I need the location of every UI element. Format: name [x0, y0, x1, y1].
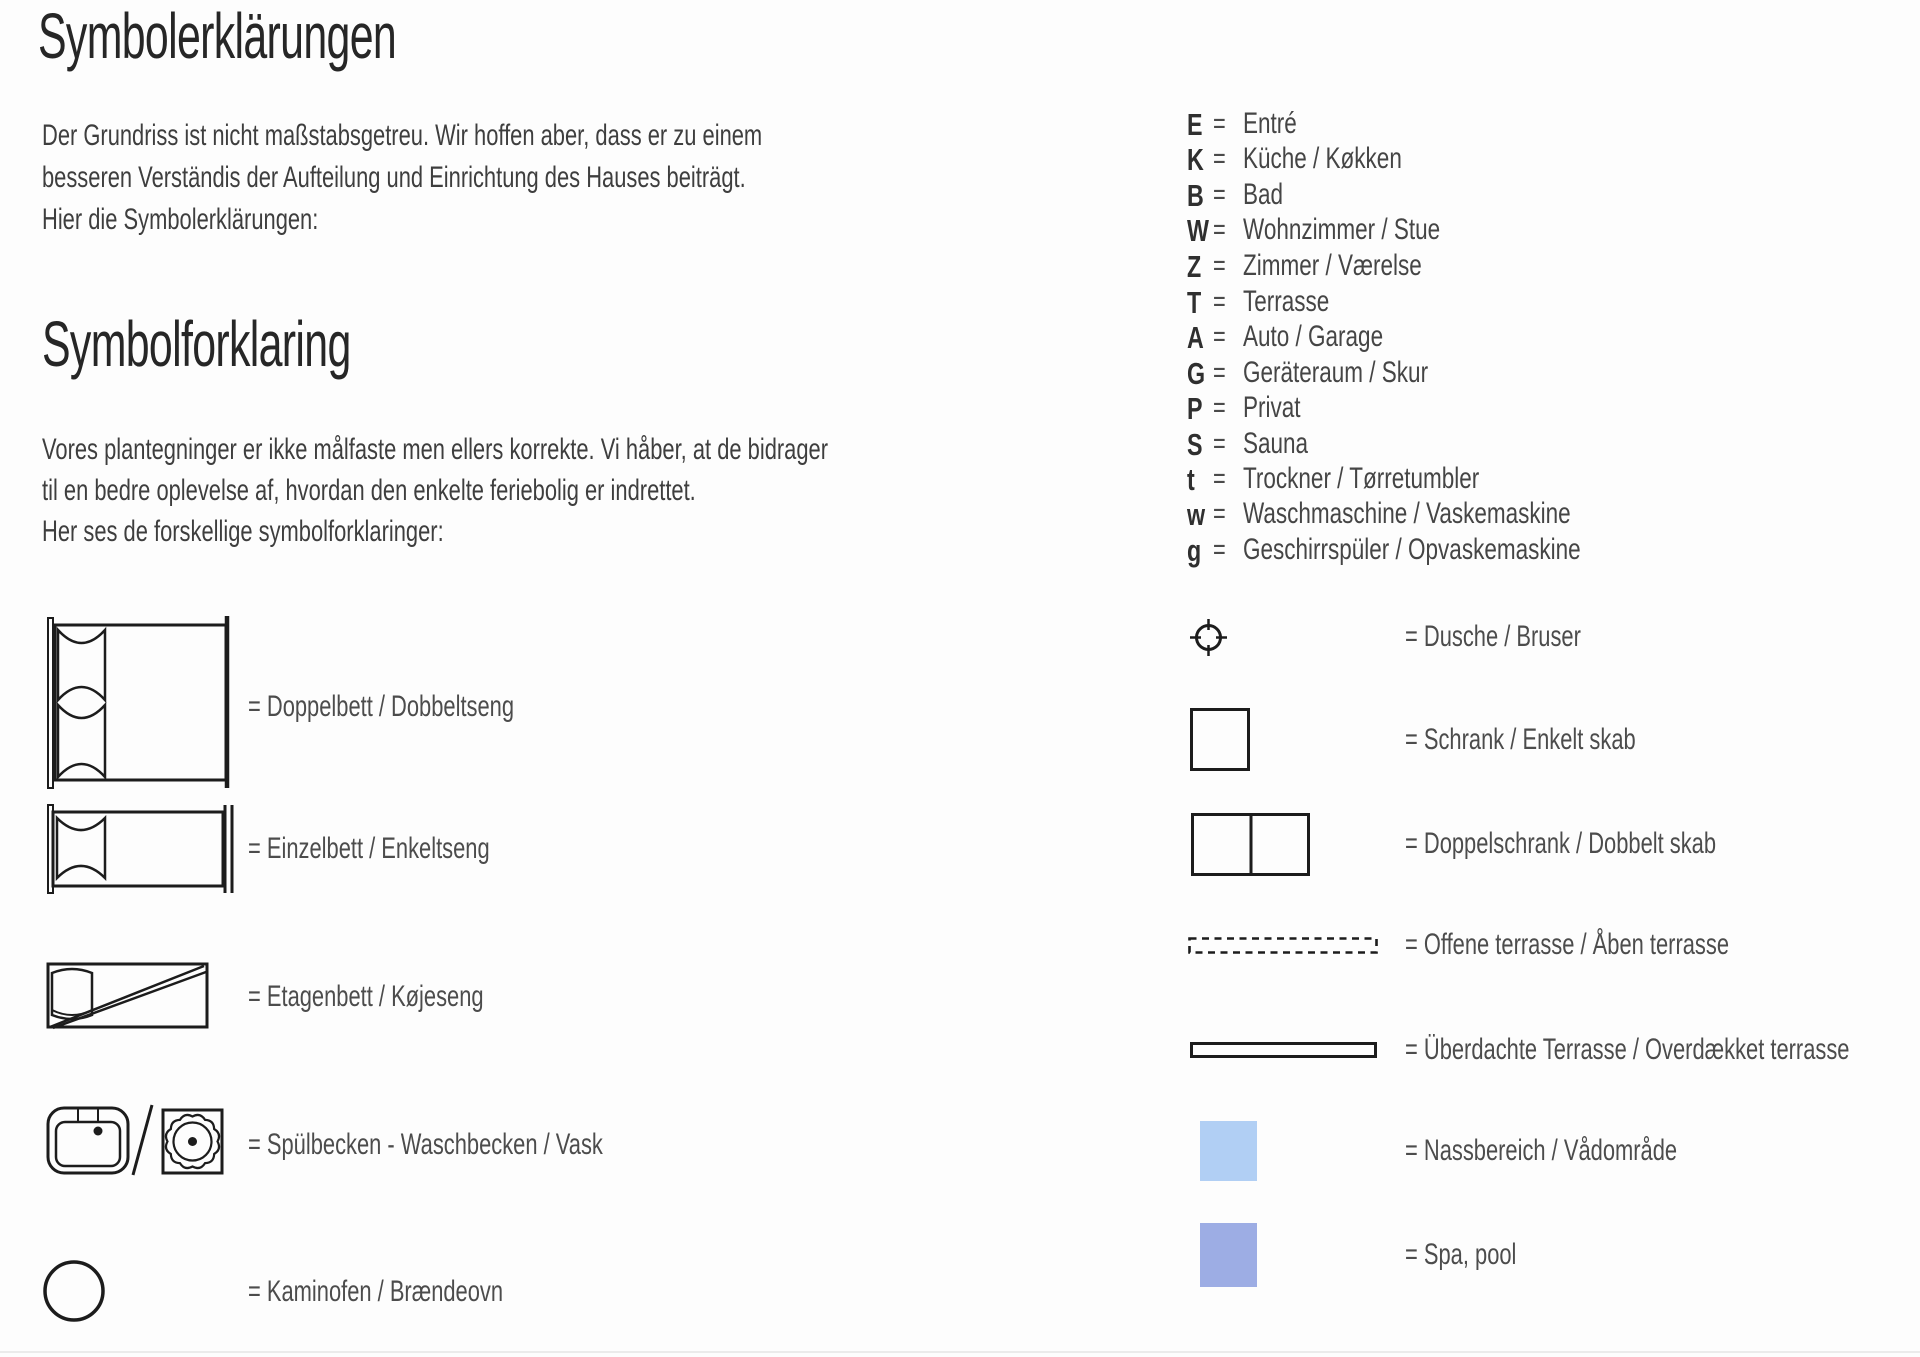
letter-legend-row: [1187, 178, 1807, 212]
letter-meaning: Zimmer / Værelse: [1243, 249, 1422, 282]
letter-legend-row: [1187, 427, 1807, 461]
intro-de-line: Der Grundriss ist nicht maßstabsgetreu. Wir hoffen aber, dass er zu einem: [42, 119, 763, 152]
letter-legend-row: [1187, 356, 1807, 390]
equals-sign: =: [1213, 534, 1226, 566]
equals-sign: =: [1213, 108, 1226, 140]
bunk-bed-icon: [44, 958, 214, 1034]
letter-meaning: Geräteraum / Skur: [1243, 356, 1429, 389]
symbol-label: = Spülbecken - Waschbecken / Vask: [248, 1128, 603, 1161]
equals-sign: =: [1213, 143, 1226, 175]
equals-sign: =: [1213, 463, 1226, 495]
spa-pool-swatch: [1200, 1223, 1257, 1287]
letter-code: K: [1187, 142, 1204, 177]
wet-area-swatch: [1200, 1121, 1257, 1181]
symbol-label: = Schrank / Enkelt skab: [1405, 723, 1636, 756]
letter-legend-row: [1187, 107, 1807, 141]
page-title-german: Symbolerklärungen: [38, 0, 397, 72]
letter-meaning: Wohnzimmer / Stue: [1243, 213, 1441, 246]
symbol-label: = Kaminofen / Brændeovn: [248, 1275, 504, 1308]
sink-washbasin-icon: [42, 1100, 232, 1182]
letter-code: B: [1187, 178, 1204, 213]
intro-da-line: til en bedre oplevelse af, hvordan den enkelte feriebolig er indrettet.: [42, 474, 696, 507]
letter-code: G: [1187, 356, 1206, 391]
covered-terrace-icon: [1190, 1042, 1377, 1058]
intro-da-line: Vores plantegninger er ikke målfaste men ellers korrekte. Vi håber, at de bidrager: [42, 433, 829, 466]
intro-de-line: besseren Verständis der Aufteilung und Einrichtung des Hauses beiträgt.: [42, 161, 746, 194]
symbol-label: = Doppelbett / Dobbeltseng: [248, 690, 515, 723]
letter-legend-row: [1187, 391, 1807, 425]
intro-de-line: Hier die Symbolerklärungen:: [42, 203, 319, 236]
single-wardrobe-icon: [1190, 708, 1250, 771]
letter-legend-row: [1187, 320, 1807, 354]
double-wardrobe-icon: [1191, 813, 1310, 876]
symbol-label: = Nassbereich / Vådområde: [1405, 1134, 1678, 1167]
letter-code: E: [1187, 107, 1203, 142]
letter-meaning: Bad: [1243, 178, 1284, 211]
wood-stove-icon: [42, 1258, 114, 1330]
letter-meaning: Terrasse: [1243, 285, 1330, 318]
letter-meaning: Auto / Garage: [1243, 320, 1384, 353]
letter-legend-row: [1187, 462, 1807, 496]
equals-sign: =: [1213, 250, 1226, 282]
open-terrace-icon: [1188, 937, 1378, 954]
letter-code: S: [1187, 427, 1203, 462]
letter-code: W: [1187, 213, 1209, 248]
letter-code: g: [1187, 533, 1202, 568]
letter-meaning: Privat: [1243, 391, 1301, 424]
letter-code: w: [1187, 497, 1206, 532]
equals-sign: =: [1213, 321, 1226, 353]
page-bottom-edge: [0, 1351, 1920, 1353]
letter-code: t: [1187, 462, 1195, 497]
letter-legend-row: [1187, 285, 1807, 319]
letter-code: A: [1187, 320, 1204, 355]
letter-code: Z: [1187, 249, 1202, 284]
letter-legend-row: [1187, 142, 1807, 176]
letter-meaning: Sauna: [1243, 427, 1309, 460]
equals-sign: =: [1213, 428, 1226, 460]
equals-sign: =: [1213, 214, 1226, 246]
page-title-danish: Symbolforklaring: [42, 308, 351, 380]
equals-sign: =: [1213, 179, 1226, 211]
equals-sign: =: [1213, 286, 1226, 318]
letter-legend: [1187, 107, 1807, 587]
single-bed-icon: [44, 802, 240, 898]
letter-meaning: Trockner / Tørretumbler: [1243, 462, 1480, 495]
intro-da-line: Her ses de forskellige symbolforklaringer:: [42, 515, 444, 548]
equals-sign: =: [1213, 357, 1226, 389]
equals-sign: =: [1213, 498, 1226, 530]
symbol-label: = Doppelschrank / Dobbelt skab: [1405, 827, 1717, 860]
shower-icon: [1186, 615, 1231, 660]
letter-code: T: [1187, 285, 1202, 320]
symbol-label: = Dusche / Bruser: [1405, 620, 1581, 653]
letter-legend-row: [1187, 213, 1807, 247]
symbol-label: = Etagenbett / Køjeseng: [248, 980, 484, 1013]
letter-legend-row: [1187, 533, 1807, 567]
intro-paragraph-german: [42, 115, 762, 241]
symbol-label: = Einzelbett / Enkeltseng: [248, 832, 490, 865]
letter-meaning: Entré: [1243, 107, 1297, 140]
letter-meaning: Waschmaschine / Vaskemaskine: [1243, 497, 1571, 530]
letter-legend-row: [1187, 249, 1807, 283]
letter-legend-row: [1187, 497, 1807, 531]
letter-meaning: Küche / Køkken: [1243, 142, 1402, 175]
intro-paragraph-danish: [42, 429, 828, 552]
symbol-label: = Überdachte Terrasse / Overdækket terrasse: [1405, 1033, 1850, 1066]
double-bed-icon: [44, 612, 234, 792]
symbol-label: = Offene terrasse / Åben terrasse: [1405, 928, 1730, 961]
letter-meaning: Geschirrspüler / Opvaskemaskine: [1243, 533, 1581, 566]
letter-code: P: [1187, 391, 1203, 426]
equals-sign: =: [1213, 392, 1226, 424]
symbol-label: = Spa, pool: [1405, 1238, 1517, 1271]
